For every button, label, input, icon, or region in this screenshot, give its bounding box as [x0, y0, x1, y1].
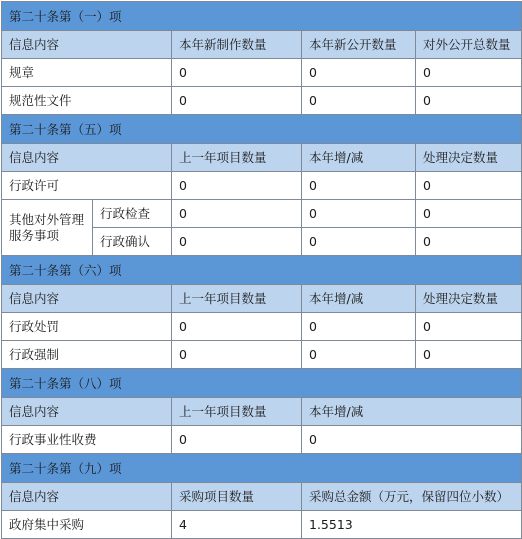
header-total-published: 对外公开总数量 [416, 31, 522, 59]
header-info-content: 信息内容 [2, 31, 172, 59]
cell-value: 0 [416, 200, 522, 228]
section-title: 第二十条第（一）项 [2, 2, 522, 31]
header-info-content: 信息内容 [2, 285, 172, 313]
cell-value: 0 [416, 228, 522, 256]
table-row [2, 426, 522, 454]
header-info-content: 信息内容 [2, 398, 172, 426]
section-header-row [2, 115, 522, 144]
header-change: 本年增/减 [302, 398, 522, 426]
cell-value: 0 [416, 87, 522, 115]
cell-value: 0 [302, 200, 416, 228]
cell-value: 1.5513 [302, 511, 522, 539]
cell-value: 0 [416, 341, 522, 369]
column-header-row [2, 144, 522, 172]
column-header-row [2, 398, 522, 426]
row-label: 行政许可 [2, 172, 172, 200]
table-row [2, 59, 522, 87]
row-label: 行政检查 [93, 200, 172, 228]
cell-value: 0 [416, 172, 522, 200]
cell-value: 0 [302, 426, 522, 454]
section-title: 第二十条第（五）项 [2, 115, 522, 144]
section-header-row [2, 256, 522, 285]
header-procurement-count: 采购项目数量 [172, 483, 302, 511]
disclosure-table [1, 1, 522, 539]
table-row [2, 87, 522, 115]
cell-value: 0 [302, 341, 416, 369]
header-info-content: 信息内容 [2, 144, 172, 172]
cell-value: 0 [302, 313, 416, 341]
cell-value: 0 [172, 426, 302, 454]
header-procurement-amount: 采购总金额（万元，保留四位小数） [302, 483, 522, 511]
header-prev-year-count: 上一年项目数量 [172, 285, 302, 313]
header-change: 本年增/减 [302, 285, 416, 313]
header-info-content: 信息内容 [2, 483, 172, 511]
cell-value: 0 [172, 313, 302, 341]
header-decision-count: 处理决定数量 [416, 144, 522, 172]
header-change: 本年增/减 [302, 144, 416, 172]
cell-value: 0 [172, 200, 302, 228]
header-decision-count: 处理决定数量 [416, 285, 522, 313]
table-row [2, 172, 522, 200]
column-header-row [2, 483, 522, 511]
cell-value: 0 [172, 172, 302, 200]
header-prev-year-count: 上一年项目数量 [172, 144, 302, 172]
row-label: 规章 [2, 59, 172, 87]
section-title: 第二十条第（六）项 [2, 256, 522, 285]
section-title: 第二十条第（八）项 [2, 369, 522, 398]
table-row [2, 341, 522, 369]
group-label: 其他对外管理服务事项 [2, 200, 93, 256]
row-label: 行政事业性收费 [2, 426, 172, 454]
cell-value: 0 [302, 228, 416, 256]
cell-value: 0 [172, 59, 302, 87]
cell-value: 0 [172, 228, 302, 256]
header-prev-year-count: 上一年项目数量 [172, 398, 302, 426]
header-new-published: 本年新公开数量 [302, 31, 416, 59]
cell-value: 0 [302, 87, 416, 115]
cell-value: 0 [416, 313, 522, 341]
table-row [2, 200, 522, 228]
cell-value: 0 [302, 59, 416, 87]
row-label: 行政处罚 [2, 313, 172, 341]
table-row [2, 313, 522, 341]
column-header-row [2, 31, 522, 59]
section-header-row [2, 2, 522, 31]
row-label: 行政确认 [93, 228, 172, 256]
header-new-produced: 本年新制作数量 [172, 31, 302, 59]
row-label: 行政强制 [2, 341, 172, 369]
cell-value: 0 [172, 341, 302, 369]
section-header-row [2, 369, 522, 398]
cell-value: 0 [416, 59, 522, 87]
section-header-row [2, 454, 522, 483]
cell-value: 0 [302, 172, 416, 200]
section-title: 第二十条第（九）项 [2, 454, 522, 483]
column-header-row [2, 285, 522, 313]
cell-value: 4 [172, 511, 302, 539]
row-label: 规范性文件 [2, 87, 172, 115]
table-row [2, 511, 522, 539]
cell-value: 0 [172, 87, 302, 115]
row-label: 政府集中采购 [2, 511, 172, 539]
